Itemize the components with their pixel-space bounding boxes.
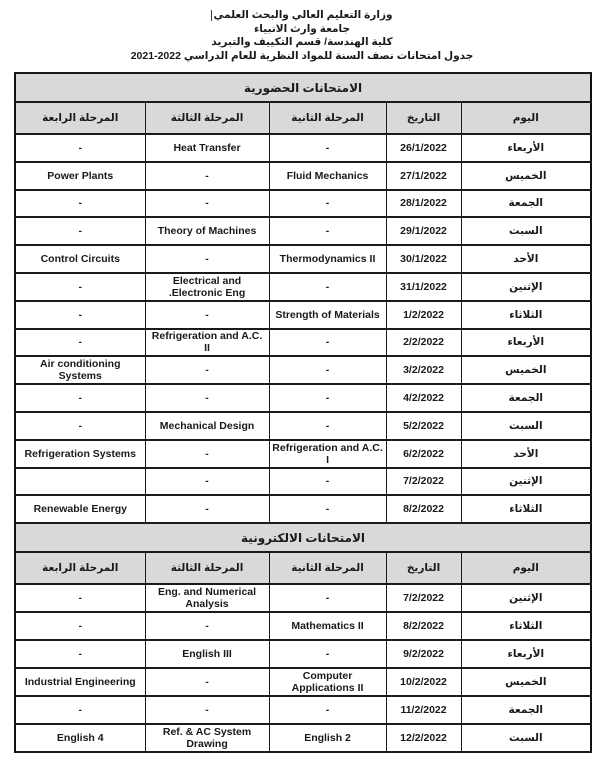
cell-stage3: - (145, 190, 269, 218)
cell-stage2: Computer Applications II (269, 668, 386, 696)
table-row (15, 668, 591, 696)
cell-stage4: Industrial Engineering (15, 668, 145, 696)
cell-day: الإثنين (461, 468, 591, 496)
col-header-stage2: المرحلة الثانية (269, 102, 386, 134)
table-row (15, 612, 591, 640)
table-row (15, 273, 591, 301)
table-row (15, 724, 591, 752)
cell-day: الثلاثاء (461, 495, 591, 523)
cell-stage3: - (145, 356, 269, 384)
cell-stage3: Electrical and Electronic Eng. (145, 273, 269, 301)
table-row (15, 356, 591, 384)
table-row (15, 640, 591, 668)
cell-stage4: - (15, 696, 145, 724)
header-line-ministry (0, 9, 604, 23)
cell-stage3: - (145, 245, 269, 273)
table-row (15, 217, 591, 245)
cell-stage3: Ref. & AC System Drawing (145, 724, 269, 752)
col-header-date: التاريخ (386, 552, 461, 584)
cell-date: 3/2/2022 (386, 356, 461, 384)
cell-stage4: English 4 (15, 724, 145, 752)
cell-stage3: - (145, 440, 269, 468)
cell-stage3: - (145, 301, 269, 329)
cell-day: الإثنين (461, 273, 591, 301)
cell-stage3: English III (145, 640, 269, 668)
cell-day: الثلاثاء (461, 301, 591, 329)
cell-date: 6/2/2022 (386, 440, 461, 468)
cell-stage4: - (15, 612, 145, 640)
cell-stage2: - (269, 356, 386, 384)
cell-date: 7/2/2022 (386, 584, 461, 612)
cell-day: الخميس (461, 668, 591, 696)
cell-stage3: Eng. and Numerical Analysis (145, 584, 269, 612)
cell-stage4: - (15, 134, 145, 162)
cell-stage2: Strength of Materials (269, 301, 386, 329)
document-header (0, 0, 604, 63)
cell-stage2: - (269, 584, 386, 612)
table-row (15, 190, 591, 218)
cell-stage4: - (15, 412, 145, 440)
cell-stage2: - (269, 217, 386, 245)
section-title-in-person: الامتحانات الحضورية (15, 73, 591, 102)
cell-date: 31/1/2022 (386, 273, 461, 301)
cell-stage2: - (269, 696, 386, 724)
cell-day: الأربعاء (461, 329, 591, 357)
cell-stage4: Renewable Energy (15, 495, 145, 523)
cell-day: الجمعة (461, 696, 591, 724)
table-row (15, 584, 591, 612)
table-row (15, 384, 591, 412)
cell-date: 4/2/2022 (386, 384, 461, 412)
col-header-stage4: المرحلة الرابعة (15, 102, 145, 134)
cell-date: 8/2/2022 (386, 612, 461, 640)
column-header-row (15, 102, 591, 134)
cell-date: 10/2/2022 (386, 668, 461, 696)
cell-date: 12/2/2022 (386, 724, 461, 752)
table-row (15, 301, 591, 329)
cell-stage2: Fluid Mechanics (269, 162, 386, 190)
section-title-row-in-person (15, 73, 591, 102)
col-header-stage3: المرحلة الثالثة (145, 552, 269, 584)
cell-stage4: - (15, 273, 145, 301)
cell-stage4: - (15, 584, 145, 612)
section-title-electronic: الامتحانات الالكترونية (15, 523, 591, 552)
cell-day: الجمعة (461, 384, 591, 412)
cell-day: الأحد (461, 440, 591, 468)
cell-stage3: - (145, 384, 269, 412)
cell-day: الثلاثاء (461, 612, 591, 640)
cell-date: 11/2/2022 (386, 696, 461, 724)
cell-stage3: Heat Transfer (145, 134, 269, 162)
cell-stage4: - (15, 301, 145, 329)
cell-stage3: - (145, 468, 269, 496)
cell-date: 1/2/2022 (386, 301, 461, 329)
cell-stage2: Refrigeration and A.C. I (269, 440, 386, 468)
cell-stage2: - (269, 412, 386, 440)
table-row (15, 440, 591, 468)
cell-stage3: Refrigeration and A.C. II (145, 329, 269, 357)
cell-day: السبت (461, 724, 591, 752)
cell-date: 7/2/2022 (386, 468, 461, 496)
cell-stage2: - (269, 640, 386, 668)
cell-day: السبت (461, 412, 591, 440)
cell-day: السبت (461, 217, 591, 245)
col-header-date: التاريخ (386, 102, 461, 134)
cell-stage4: - (15, 384, 145, 412)
table-row (15, 134, 591, 162)
cell-stage2: - (269, 190, 386, 218)
table-row (15, 329, 591, 357)
cell-stage2: - (269, 468, 386, 496)
cell-stage2: - (269, 273, 386, 301)
cell-stage2: English 2 (269, 724, 386, 752)
cell-day: الخميس (461, 356, 591, 384)
column-header-row (15, 552, 591, 584)
cell-stage4: - (15, 190, 145, 218)
section-title-row-electronic (15, 523, 591, 552)
table-row (15, 162, 591, 190)
cell-stage4: - (15, 217, 145, 245)
cell-day: الأحد (461, 245, 591, 273)
cell-day: الأربعاء (461, 134, 591, 162)
cell-stage3: - (145, 162, 269, 190)
col-header-day: اليوم (461, 552, 591, 584)
cell-stage2: - (269, 495, 386, 523)
cell-date: 8/2/2022 (386, 495, 461, 523)
cell-day: الخميس (461, 162, 591, 190)
cell-stage4: Control Circuits (15, 245, 145, 273)
cell-stage2: Mathematics II (269, 612, 386, 640)
header-line-university: جامعة وارث الانبياء (253, 22, 351, 35)
cell-day: الجمعة (461, 190, 591, 218)
ministry-title: وزارة التعليم العالي والبحث العلمي (213, 9, 393, 21)
cell-date: 27/1/2022 (386, 162, 461, 190)
cell-stage4 (15, 468, 145, 496)
cell-stage4: Air conditioning Systems (15, 356, 145, 384)
header-line-college: كلية الهندسة/ قسم التكييف والتبريد (211, 36, 393, 48)
cell-date: 30/1/2022 (386, 245, 461, 273)
cell-day: الأربعاء (461, 640, 591, 668)
cell-stage4: Refrigeration Systems (15, 440, 145, 468)
table-row (15, 495, 591, 523)
cell-stage3: Theory of Machines (145, 217, 269, 245)
table-row (15, 412, 591, 440)
cell-date: 28/1/2022 (386, 190, 461, 218)
cell-stage4: Power Plants (15, 162, 145, 190)
cell-date: 26/1/2022 (386, 134, 461, 162)
table-row (15, 696, 591, 724)
cell-date: 29/1/2022 (386, 217, 461, 245)
cell-stage3: - (145, 495, 269, 523)
cell-stage4: - (15, 640, 145, 668)
col-header-stage3: المرحلة الثالثة (145, 102, 269, 134)
table-row (15, 468, 591, 496)
col-header-stage4: المرحلة الرابعة (15, 552, 145, 584)
table-row (15, 245, 591, 273)
cell-day: الإثنين (461, 584, 591, 612)
cell-stage3: Mechanical Design (145, 412, 269, 440)
col-header-day: اليوم (461, 102, 591, 134)
cell-date: 5/2/2022 (386, 412, 461, 440)
cell-stage3: - (145, 668, 269, 696)
cell-stage3: - (145, 696, 269, 724)
cell-stage2: - (269, 134, 386, 162)
cell-stage4: - (15, 329, 145, 357)
cell-stage3: - (145, 612, 269, 640)
cell-date: 2/2/2022 (386, 329, 461, 357)
cell-stage2: Thermodynamics II (269, 245, 386, 273)
col-header-stage2: المرحلة الثانية (269, 552, 386, 584)
cell-stage2: - (269, 384, 386, 412)
header-line-schedule-title: جدول امتحانات نصف السنة للمواد النظرية للعام الدراسي 2022-2021 (130, 49, 474, 62)
exam-schedule-table (14, 72, 592, 753)
cell-stage2: - (269, 329, 386, 357)
cell-date: 9/2/2022 (386, 640, 461, 668)
